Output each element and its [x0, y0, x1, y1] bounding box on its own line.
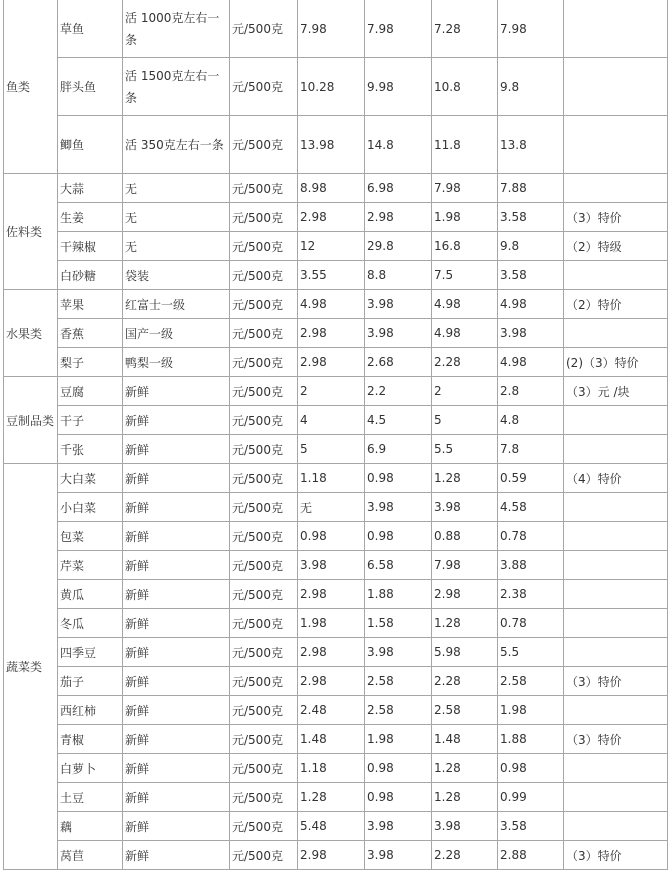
price-cell-1: 2.98 [298, 580, 365, 609]
price-cell-4: 3.58 [498, 203, 564, 232]
price-cell-3: 2.28 [432, 348, 498, 377]
spec-cell: 新鲜 [123, 522, 230, 551]
unit-cell: 元/500克 [230, 551, 298, 580]
unit-cell: 元/500克 [230, 348, 298, 377]
note-cell: （4）特价 [564, 464, 668, 493]
product-name-cell: 干子 [58, 406, 123, 435]
note-cell [564, 406, 668, 435]
spec-cell: 新鲜 [123, 435, 230, 464]
spec-cell: 新鲜 [123, 464, 230, 493]
note-cell: （2）特级 [564, 232, 668, 261]
price-cell-4: 1.98 [498, 696, 564, 725]
spec-cell: 新鲜 [123, 638, 230, 667]
price-cell-2: 2.58 [365, 696, 432, 725]
price-cell-2: 2.98 [365, 203, 432, 232]
price-cell-2: 2.58 [365, 667, 432, 696]
price-cell-1: 2.98 [298, 667, 365, 696]
price-cell-1: 1.18 [298, 464, 365, 493]
price-cell-2: 3.98 [365, 290, 432, 319]
product-name-cell: 四季豆 [58, 638, 123, 667]
unit-cell: 元/500克 [230, 841, 298, 870]
note-cell [564, 522, 668, 551]
price-cell-4: 0.59 [498, 464, 564, 493]
price-cell-3: 7.28 [432, 0, 498, 58]
product-name-cell: 梨子 [58, 348, 123, 377]
price-cell-1: 13.98 [298, 116, 365, 174]
price-cell-4: 1.88 [498, 725, 564, 754]
price-cell-2: 6.9 [365, 435, 432, 464]
note-cell [564, 261, 668, 290]
price-cell-2: 3.98 [365, 841, 432, 870]
price-cell-4: 4.98 [498, 348, 564, 377]
unit-cell: 元/500克 [230, 435, 298, 464]
note-cell: （3）元 /块 [564, 377, 668, 406]
table-row [4, 638, 668, 667]
price-cell-3: 3.98 [432, 812, 498, 841]
price-cell-4: 3.88 [498, 551, 564, 580]
product-name-cell: 白萝卜 [58, 754, 123, 783]
price-cell-4: 7.98 [498, 0, 564, 58]
price-cell-2: 1.88 [365, 580, 432, 609]
note-cell: (2)（3）特价 [564, 348, 668, 377]
unit-cell: 元/500克 [230, 609, 298, 638]
product-name-cell: 豆腐 [58, 377, 123, 406]
price-cell-1: 3.55 [298, 261, 365, 290]
price-cell-1: 5.48 [298, 812, 365, 841]
product-name-cell: 千张 [58, 435, 123, 464]
spec-cell: 鸭梨一级 [123, 348, 230, 377]
price-cell-3: 2 [432, 377, 498, 406]
table-row [4, 290, 668, 319]
spec-cell: 新鲜 [123, 841, 230, 870]
unit-cell: 元/500克 [230, 783, 298, 812]
price-cell-3: 5 [432, 406, 498, 435]
price-cell-1: 1.28 [298, 783, 365, 812]
unit-cell: 元/500克 [230, 580, 298, 609]
product-name-cell: 胖头鱼 [58, 58, 123, 116]
price-cell-2: 14.8 [365, 116, 432, 174]
product-name-cell: 青椒 [58, 725, 123, 754]
spec-cell: 新鲜 [123, 406, 230, 435]
note-cell: （3）特价 [564, 203, 668, 232]
product-name-cell: 茄子 [58, 667, 123, 696]
table-row [4, 58, 668, 116]
price-cell-2: 3.98 [365, 493, 432, 522]
spec-cell: 新鲜 [123, 609, 230, 638]
product-name-cell: 草鱼 [58, 0, 123, 58]
spec-cell: 新鲜 [123, 783, 230, 812]
unit-cell: 元/500克 [230, 0, 298, 58]
table-row [4, 580, 668, 609]
price-cell-4: 0.99 [498, 783, 564, 812]
product-name-cell: 冬瓜 [58, 609, 123, 638]
price-cell-4: 4.98 [498, 290, 564, 319]
table-row [4, 841, 668, 870]
spec-cell: 活 350克左右一条 [123, 116, 230, 174]
spec-cell: 新鲜 [123, 725, 230, 754]
note-cell [564, 783, 668, 812]
price-cell-4: 2.8 [498, 377, 564, 406]
price-cell-3: 5.5 [432, 435, 498, 464]
table-row [4, 522, 668, 551]
price-cell-2: 7.98 [365, 0, 432, 58]
table-row [4, 406, 668, 435]
table-row [4, 725, 668, 754]
price-cell-2: 3.98 [365, 812, 432, 841]
spec-cell: 袋装 [123, 261, 230, 290]
spec-cell: 国产一级 [123, 319, 230, 348]
category-cell: 蔬菜类 [4, 464, 58, 870]
table-row [4, 174, 668, 203]
price-cell-1: 2.48 [298, 696, 365, 725]
note-cell [564, 638, 668, 667]
price-cell-3: 1.28 [432, 754, 498, 783]
price-cell-4: 4.8 [498, 406, 564, 435]
product-name-cell: 黄瓜 [58, 580, 123, 609]
unit-cell: 元/500克 [230, 638, 298, 667]
price-cell-1: 3.98 [298, 551, 365, 580]
price-cell-2: 3.98 [365, 319, 432, 348]
note-cell: （3）特价 [564, 841, 668, 870]
price-cell-2: 6.98 [365, 174, 432, 203]
table-row [4, 609, 668, 638]
table-row [4, 493, 668, 522]
table-row [4, 232, 668, 261]
price-cell-1: 无 [298, 493, 365, 522]
spec-cell: 新鲜 [123, 754, 230, 783]
price-cell-2: 2.2 [365, 377, 432, 406]
price-cell-2: 4.5 [365, 406, 432, 435]
note-cell [564, 609, 668, 638]
table-row [4, 319, 668, 348]
price-cell-3: 1.98 [432, 203, 498, 232]
price-cell-3: 1.28 [432, 783, 498, 812]
unit-cell: 元/500克 [230, 261, 298, 290]
note-cell [564, 493, 668, 522]
unit-cell: 元/500克 [230, 203, 298, 232]
price-cell-3: 0.88 [432, 522, 498, 551]
spec-cell: 无 [123, 203, 230, 232]
product-name-cell: 香蕉 [58, 319, 123, 348]
table-row [4, 348, 668, 377]
spec-cell: 活 1500克左右一条 [123, 58, 230, 116]
price-cell-4: 0.98 [498, 754, 564, 783]
spec-cell: 红富士一级 [123, 290, 230, 319]
price-cell-4: 0.78 [498, 609, 564, 638]
price-cell-1: 4.98 [298, 290, 365, 319]
unit-cell: 元/500克 [230, 522, 298, 551]
unit-cell: 元/500克 [230, 493, 298, 522]
product-name-cell: 鲫鱼 [58, 116, 123, 174]
price-cell-4: 3.98 [498, 319, 564, 348]
unit-cell: 元/500克 [230, 406, 298, 435]
note-cell [564, 754, 668, 783]
product-name-cell: 土豆 [58, 783, 123, 812]
spec-cell: 新鲜 [123, 551, 230, 580]
price-cell-1: 2.98 [298, 348, 365, 377]
spec-cell: 新鲜 [123, 377, 230, 406]
price-cell-4: 9.8 [498, 58, 564, 116]
price-cell-1: 10.28 [298, 58, 365, 116]
note-cell: （3）特价 [564, 667, 668, 696]
unit-cell: 元/500克 [230, 696, 298, 725]
price-cell-3: 7.98 [432, 174, 498, 203]
product-name-cell: 西红柿 [58, 696, 123, 725]
category-cell: 鱼类 [4, 0, 58, 174]
table-row [4, 0, 668, 58]
unit-cell: 元/500克 [230, 667, 298, 696]
price-table [3, 0, 668, 870]
price-cell-3: 11.8 [432, 116, 498, 174]
product-name-cell: 大蒜 [58, 174, 123, 203]
note-cell [564, 812, 668, 841]
price-cell-3: 2.28 [432, 841, 498, 870]
price-cell-4: 3.58 [498, 812, 564, 841]
price-cell-3: 4.98 [432, 290, 498, 319]
product-name-cell: 大白菜 [58, 464, 123, 493]
table-row [4, 696, 668, 725]
note-cell: （3）特价 [564, 725, 668, 754]
product-name-cell: 芹菜 [58, 551, 123, 580]
price-cell-3: 1.28 [432, 609, 498, 638]
unit-cell: 元/500克 [230, 116, 298, 174]
spec-cell: 活 1000克左右一条 [123, 0, 230, 58]
price-cell-2: 0.98 [365, 754, 432, 783]
price-cell-4: 13.8 [498, 116, 564, 174]
product-name-cell: 小白菜 [58, 493, 123, 522]
price-cell-2: 1.58 [365, 609, 432, 638]
unit-cell: 元/500克 [230, 58, 298, 116]
spec-cell: 新鲜 [123, 667, 230, 696]
price-cell-3: 7.5 [432, 261, 498, 290]
price-cell-4: 2.38 [498, 580, 564, 609]
product-name-cell: 干辣椒 [58, 232, 123, 261]
table-row [4, 377, 668, 406]
price-cell-1: 0.98 [298, 522, 365, 551]
note-cell [564, 319, 668, 348]
table-row [4, 783, 668, 812]
price-cell-1: 5 [298, 435, 365, 464]
price-cell-3: 3.98 [432, 493, 498, 522]
product-name-cell: 莴苣 [58, 841, 123, 870]
price-cell-2: 0.98 [365, 464, 432, 493]
product-name-cell: 苹果 [58, 290, 123, 319]
price-cell-4: 3.58 [498, 261, 564, 290]
price-cell-2: 0.98 [365, 783, 432, 812]
price-cell-3: 7.98 [432, 551, 498, 580]
unit-cell: 元/500克 [230, 290, 298, 319]
price-cell-3: 2.98 [432, 580, 498, 609]
table-row [4, 435, 668, 464]
price-cell-1: 1.18 [298, 754, 365, 783]
price-cell-3: 2.58 [432, 696, 498, 725]
price-cell-2: 1.98 [365, 725, 432, 754]
note-cell [564, 551, 668, 580]
price-cell-1: 8.98 [298, 174, 365, 203]
product-name-cell: 包菜 [58, 522, 123, 551]
price-cell-4: 2.88 [498, 841, 564, 870]
price-cell-3: 5.98 [432, 638, 498, 667]
note-cell [564, 580, 668, 609]
price-cell-2: 2.68 [365, 348, 432, 377]
price-cell-1: 2.98 [298, 203, 365, 232]
price-cell-4: 5.5 [498, 638, 564, 667]
price-cell-1: 2.98 [298, 319, 365, 348]
price-cell-1: 1.98 [298, 609, 365, 638]
spec-cell: 新鲜 [123, 812, 230, 841]
spec-cell: 新鲜 [123, 580, 230, 609]
spec-cell: 新鲜 [123, 493, 230, 522]
price-cell-4: 7.88 [498, 174, 564, 203]
price-cell-4: 2.58 [498, 667, 564, 696]
price-cell-1: 2.98 [298, 841, 365, 870]
unit-cell: 元/500克 [230, 232, 298, 261]
note-cell: （2）特价 [564, 290, 668, 319]
table-row [4, 116, 668, 174]
unit-cell: 元/500克 [230, 464, 298, 493]
spec-cell: 无 [123, 232, 230, 261]
price-cell-1: 2 [298, 377, 365, 406]
price-cell-2: 3.98 [365, 638, 432, 667]
unit-cell: 元/500克 [230, 377, 298, 406]
price-cell-2: 0.98 [365, 522, 432, 551]
price-cell-3: 1.48 [432, 725, 498, 754]
table-row [4, 812, 668, 841]
price-cell-3: 2.28 [432, 667, 498, 696]
note-cell [564, 435, 668, 464]
unit-cell: 元/500克 [230, 812, 298, 841]
price-cell-3: 4.98 [432, 319, 498, 348]
note-cell [564, 116, 668, 174]
price-cell-2: 8.8 [365, 261, 432, 290]
note-cell [564, 0, 668, 58]
price-cell-4: 9.8 [498, 232, 564, 261]
category-cell: 豆制品类 [4, 377, 58, 464]
price-cell-2: 9.98 [365, 58, 432, 116]
price-cell-3: 1.28 [432, 464, 498, 493]
price-cell-4: 0.78 [498, 522, 564, 551]
price-cell-1: 7.98 [298, 0, 365, 58]
category-cell: 佐料类 [4, 174, 58, 290]
price-cell-2: 29.8 [365, 232, 432, 261]
price-cell-1: 12 [298, 232, 365, 261]
spec-cell: 新鲜 [123, 696, 230, 725]
price-cell-4: 4.58 [498, 493, 564, 522]
unit-cell: 元/500克 [230, 319, 298, 348]
product-name-cell: 生姜 [58, 203, 123, 232]
price-cell-1: 4 [298, 406, 365, 435]
product-name-cell: 白砂糖 [58, 261, 123, 290]
price-cell-1: 2.98 [298, 638, 365, 667]
price-cell-4: 7.8 [498, 435, 564, 464]
product-name-cell: 藕 [58, 812, 123, 841]
spec-cell: 无 [123, 174, 230, 203]
table-row [4, 464, 668, 493]
table-row [4, 551, 668, 580]
unit-cell: 元/500克 [230, 174, 298, 203]
note-cell [564, 696, 668, 725]
price-cell-1: 1.48 [298, 725, 365, 754]
price-cell-3: 10.8 [432, 58, 498, 116]
note-cell [564, 58, 668, 116]
price-cell-3: 16.8 [432, 232, 498, 261]
category-cell: 水果类 [4, 290, 58, 377]
table-row [4, 261, 668, 290]
table-row [4, 667, 668, 696]
unit-cell: 元/500克 [230, 725, 298, 754]
table-row [4, 754, 668, 783]
table-row [4, 203, 668, 232]
note-cell [564, 174, 668, 203]
unit-cell: 元/500克 [230, 754, 298, 783]
price-cell-2: 6.58 [365, 551, 432, 580]
